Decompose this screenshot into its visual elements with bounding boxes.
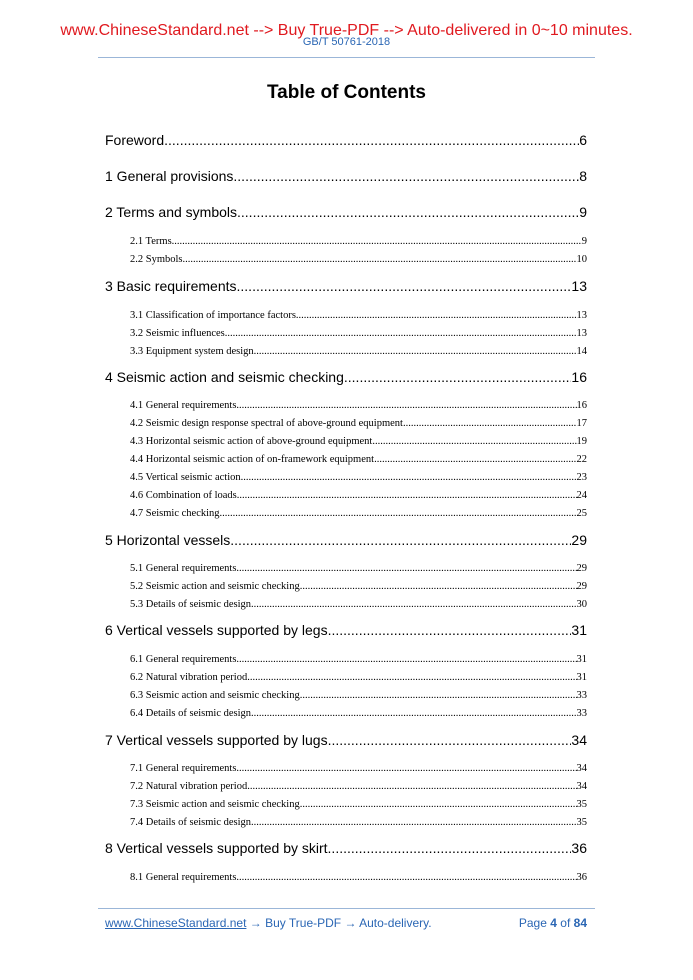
- toc-section-entry[interactable]: [105, 672, 587, 683]
- toc-chapter-entry[interactable]: [105, 278, 587, 294]
- toc-section-entry[interactable]: [105, 472, 587, 483]
- toc-entry-page: 6: [579, 132, 587, 148]
- toc-entry-page: 35: [576, 798, 587, 810]
- page-title: Table of Contents: [266, 82, 427, 103]
- toc-entry-page: 33: [576, 707, 587, 719]
- toc-entry-label: 5.2 Seismic action and seismic checking: [130, 580, 300, 592]
- toc-chapter-entry[interactable]: [105, 532, 587, 548]
- toc-entry-label: 5.3 Details of seismic design: [130, 598, 252, 610]
- toc-leader-dots: [254, 346, 577, 357]
- toc-entry-label: 1 General provisions: [105, 168, 234, 184]
- toc-entry-label: 5 Horizontal vessels: [105, 532, 231, 548]
- toc-leader-dots: [403, 418, 577, 429]
- toc-leader-dots: [300, 581, 577, 592]
- toc-section-entry[interactable]: [105, 581, 587, 592]
- toc-section-entry[interactable]: [105, 872, 587, 883]
- footer-link[interactable]: www.ChineseStandard.net: [105, 916, 247, 930]
- toc-entry-page: 17: [576, 417, 587, 429]
- toc-entry-label: 6.1 General requirements: [130, 653, 237, 665]
- toc-section-entry[interactable]: [105, 781, 587, 792]
- toc-entry-page: 34: [571, 732, 587, 748]
- toc-entry-page: 13: [576, 309, 587, 321]
- toc-section-entry[interactable]: [105, 328, 587, 339]
- toc-leader-dots: [230, 532, 571, 548]
- toc-leader-dots: [296, 310, 577, 321]
- toc-entry-label: 8 Vertical vessels supported by skirt: [105, 840, 328, 856]
- toc-entry-label: 7.3 Seismic action and seismic checking: [130, 798, 300, 810]
- toc-section-entry[interactable]: [105, 599, 587, 610]
- toc-leader-dots: [237, 204, 579, 220]
- toc-section-entry[interactable]: [105, 563, 587, 574]
- toc-entry-label: 6.2 Natural vibration period: [130, 671, 248, 683]
- toc-entry-label: 5.1 General requirements: [130, 562, 237, 574]
- toc-entry-label: 3.3 Equipment system design: [130, 345, 254, 357]
- toc-entry-label: 3.2 Seismic influences: [130, 327, 225, 339]
- toc-entry-label: 2.1 Terms: [130, 235, 172, 247]
- toc-entry-label: 4.2 Seismic design response spectral of above-ground equipment: [130, 417, 403, 429]
- toc-entry-page: 23: [576, 471, 587, 483]
- toc-leader-dots: [220, 508, 577, 519]
- toc-chapter-entry[interactable]: [105, 168, 587, 184]
- toc-leader-dots: [236, 654, 576, 665]
- toc-leader-dots: [172, 236, 582, 247]
- toc-entry-page: 30: [576, 598, 587, 610]
- toc-leader-dots: [236, 763, 576, 774]
- toc-entry-label: 2.2 Symbols: [130, 253, 183, 265]
- toc-leader-dots: [328, 732, 572, 748]
- page-word: Page: [518, 916, 547, 930]
- toc-entry-page: 25: [576, 507, 587, 519]
- toc-chapter-entry[interactable]: [105, 132, 587, 148]
- toc-leader-dots: [241, 472, 577, 483]
- toc-entry-label: 4.7 Seismic checking: [130, 507, 220, 519]
- toc-entry-page: 14: [576, 345, 587, 357]
- toc-entry-page: 29: [576, 580, 587, 592]
- toc-entry-page: 16: [571, 369, 587, 385]
- toc-section-entry[interactable]: [105, 400, 587, 411]
- toc-entry-page: 36: [571, 840, 587, 856]
- toc-section-entry[interactable]: [105, 708, 587, 719]
- toc-entry-page: 29: [576, 562, 587, 574]
- toc-leader-dots: [300, 799, 577, 810]
- toc-entry-label: 4.1 General requirements: [130, 399, 237, 411]
- toc-section-entry[interactable]: [105, 763, 587, 774]
- toc-section-entry[interactable]: [105, 346, 587, 357]
- header-divider: [98, 57, 595, 58]
- toc-leader-dots: [236, 563, 576, 574]
- toc-leader-dots: [237, 490, 577, 501]
- toc-leader-dots: [183, 254, 577, 265]
- page-indicator: [519, 916, 587, 930]
- toc-section-entry[interactable]: [105, 454, 587, 465]
- toc-entry-page: 16: [576, 399, 587, 411]
- toc-entry-label: 4.5 Vertical seismic action: [130, 471, 241, 483]
- toc-leader-dots: [300, 690, 577, 701]
- toc-section-entry[interactable]: [105, 418, 587, 429]
- toc-section-entry[interactable]: [105, 508, 587, 519]
- toc-entry-page: 13: [571, 278, 587, 294]
- toc-chapter-entry[interactable]: [105, 369, 587, 385]
- toc-leader-dots: [251, 599, 576, 610]
- toc-entry-page: 8: [579, 168, 587, 184]
- toc-entry-label: 7 Vertical vessels supported by lugs: [105, 732, 328, 748]
- toc-entry-label: 7.2 Natural vibration period: [130, 780, 248, 792]
- toc-entry-label: 4.4 Horizontal seismic action of on-framework equipment: [130, 453, 375, 465]
- toc-chapter-entry[interactable]: [105, 204, 587, 220]
- footer: [105, 916, 587, 930]
- toc-entry-page: 9: [579, 204, 587, 220]
- toc-leader-dots: [251, 708, 576, 719]
- toc-chapter-entry[interactable]: [105, 840, 587, 856]
- toc-entry-label: Foreword: [105, 132, 165, 148]
- toc-leader-dots: [225, 328, 577, 339]
- toc-entry-label: 8.1 General requirements: [130, 871, 237, 883]
- toc-entry-page: 19: [576, 435, 587, 447]
- toc-leader-dots: [344, 369, 572, 385]
- toc-chapter-entry[interactable]: [105, 622, 587, 638]
- toc-section-entry[interactable]: [105, 817, 587, 828]
- toc-section-entry[interactable]: [105, 310, 587, 321]
- promo-banner[interactable]: www.ChineseStandard.net --> Buy True-PDF --> Auto-delivered in 0~10 minutes.: [60, 22, 633, 39]
- toc-entry-label: 6.4 Details of seismic design: [130, 707, 252, 719]
- toc-section-entry[interactable]: [105, 254, 587, 265]
- toc-leader-dots: [328, 622, 572, 638]
- toc-leader-dots: [236, 400, 576, 411]
- toc-section-entry[interactable]: [105, 490, 587, 501]
- toc-leader-dots: [233, 168, 579, 184]
- toc-entry-page: 36: [576, 871, 587, 883]
- toc-entry-label: 3.1 Classification of importance factors: [130, 309, 296, 321]
- toc-entry-label: 2 Terms and symbols: [105, 204, 238, 220]
- toc-entry-page: 24: [576, 489, 587, 501]
- toc-entry-label: 4.3 Horizontal seismic action of above-ground equipment: [130, 435, 373, 447]
- toc-entry-label: 4.6 Combination of loads: [130, 489, 237, 501]
- toc-leader-dots: [247, 672, 576, 683]
- toc-section-entry[interactable]: [105, 690, 587, 701]
- toc-entry-page: 31: [576, 671, 587, 683]
- toc-leader-dots: [237, 278, 572, 294]
- toc-leader-dots: [374, 454, 576, 465]
- toc-entry-page: 35: [576, 816, 587, 828]
- toc-entry-page: 31: [571, 622, 587, 638]
- footer-tagline: → Buy True-PDF → Auto-delivery.: [246, 916, 432, 930]
- toc-entry-page: 33: [576, 689, 587, 701]
- standard-number: GB/T 50761-2018: [302, 36, 391, 48]
- toc-entry-page: 13: [576, 327, 587, 339]
- toc-leader-dots: [328, 840, 572, 856]
- of-word: of: [560, 916, 571, 930]
- total-pages-number: 84: [573, 916, 587, 930]
- toc-leader-dots: [247, 781, 576, 792]
- current-page-number: 4: [550, 916, 557, 930]
- toc-leader-dots: [164, 132, 579, 148]
- toc-section-entry[interactable]: [105, 654, 587, 665]
- toc-entry-label: 6 Vertical vessels supported by legs: [105, 622, 328, 638]
- toc-entry-page: 29: [571, 532, 587, 548]
- toc-leader-dots: [251, 817, 576, 828]
- toc-leader-dots: [236, 872, 576, 883]
- toc-entry-label: 7.1 General requirements: [130, 762, 237, 774]
- toc-section-entry[interactable]: [105, 436, 587, 447]
- toc-entry-label: 4 Seismic action and seismic checking: [105, 369, 344, 385]
- toc-entry-label: 6.3 Seismic action and seismic checking: [130, 689, 300, 701]
- toc-entry-page: 22: [576, 453, 587, 465]
- toc-chapter-entry[interactable]: [105, 732, 587, 748]
- toc-entry-label: 3 Basic requirements: [105, 278, 237, 294]
- toc-leader-dots: [372, 436, 576, 447]
- toc-entry-page: 34: [576, 762, 587, 774]
- toc-entry-page: 31: [576, 653, 587, 665]
- toc-entry-page: 34: [576, 780, 587, 792]
- toc-entry-label: 7.4 Details of seismic design: [130, 816, 252, 828]
- toc-entry-page: 10: [576, 253, 587, 265]
- toc-section-entry[interactable]: [105, 799, 587, 810]
- toc-section-entry[interactable]: [105, 236, 587, 247]
- footer-divider: [98, 908, 595, 909]
- toc-entry-page: 9: [581, 235, 587, 247]
